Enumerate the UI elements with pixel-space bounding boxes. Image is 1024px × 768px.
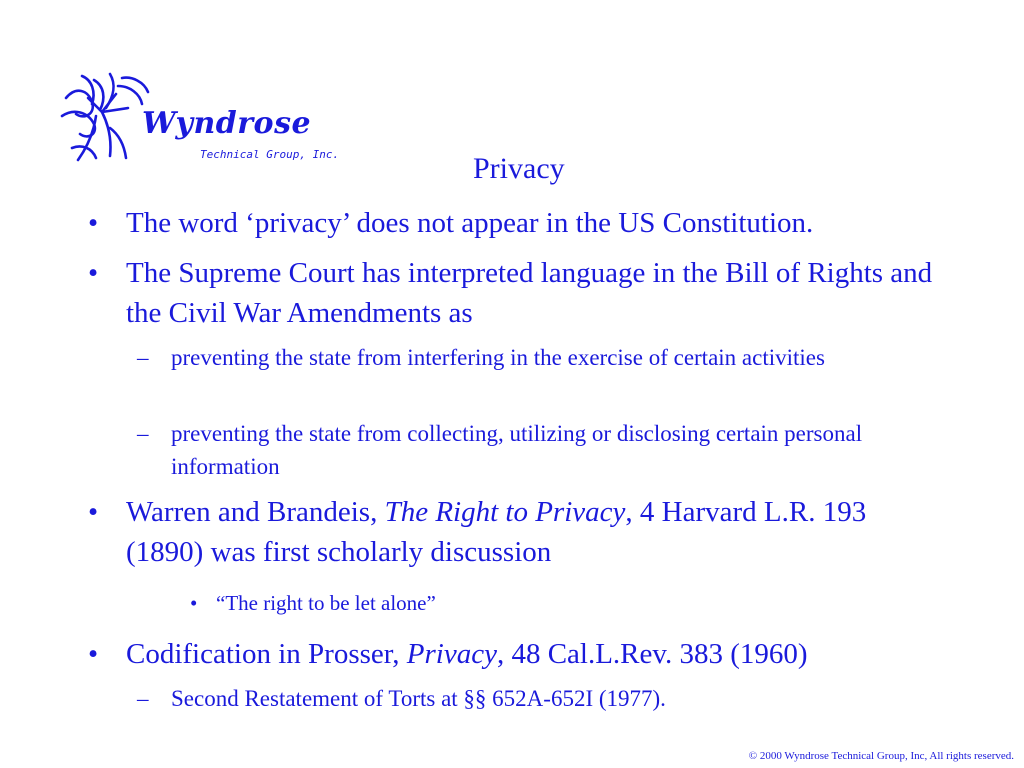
sub-bullet-dash: – [137, 686, 149, 711]
bullet-text [126, 634, 948, 674]
citation-title: Privacy [406, 638, 497, 670]
bullet-text-part: Warren and Brandeis, [126, 496, 385, 528]
sub-sub-bullet-item [190, 588, 790, 618]
bullet-text: The Supreme Court has interpreted language in the Bill of Rights and the Civil War Amendments as [126, 257, 933, 329]
bullet-dot: • [88, 496, 99, 528]
bullet-dot: • [88, 257, 99, 289]
logo-subtitle: Technical Group, Inc. [200, 148, 340, 161]
logo-wordmark: Wyndrose [142, 106, 312, 141]
bullet-dot: • [190, 591, 198, 615]
sub-bullet-text: preventing the state from collecting, utilizing or disclosing certain personal information [171, 421, 863, 479]
bullet-text-part: , 48 Cal.L.Rev. 383 (1960) [496, 638, 808, 670]
bullet-item [88, 203, 948, 243]
bullet-item [88, 492, 948, 572]
slide-title: Privacy [473, 152, 565, 185]
sub-bullet-item [137, 417, 937, 483]
bullet-item [88, 253, 948, 333]
bullet-text: The word ‘privacy’ does not appear in the US Constitution. [126, 207, 814, 239]
sub-bullet-dash: – [137, 345, 149, 370]
citation-title: The Right to Privacy [384, 496, 626, 528]
bullet-item [88, 634, 948, 674]
bullet-dot: • [88, 207, 99, 239]
bullet-text [126, 492, 948, 572]
bullet-text-part: , 4 Harvard L.R. 193 (1890) was first scholarly discussion [126, 496, 867, 568]
bullet-text-part: Codification in Prosser, [126, 638, 407, 670]
bullet-dot: • [88, 638, 99, 670]
sub-bullet-item [137, 341, 937, 374]
sub-sub-bullet-text: “The right to be let alone” [216, 591, 436, 615]
copyright-footer: © 2000 Wyndrose Technical Group, Inc, All rights reserved. [748, 750, 1014, 762]
sub-bullet-dash: – [137, 421, 149, 446]
sub-bullet-item [137, 682, 937, 715]
sub-bullet-text: preventing the state from interfering in the exercise of certain activities [171, 345, 825, 370]
sub-bullet-text: Second Restatement of Torts at §§ 652A-652I (1977). [171, 686, 666, 711]
